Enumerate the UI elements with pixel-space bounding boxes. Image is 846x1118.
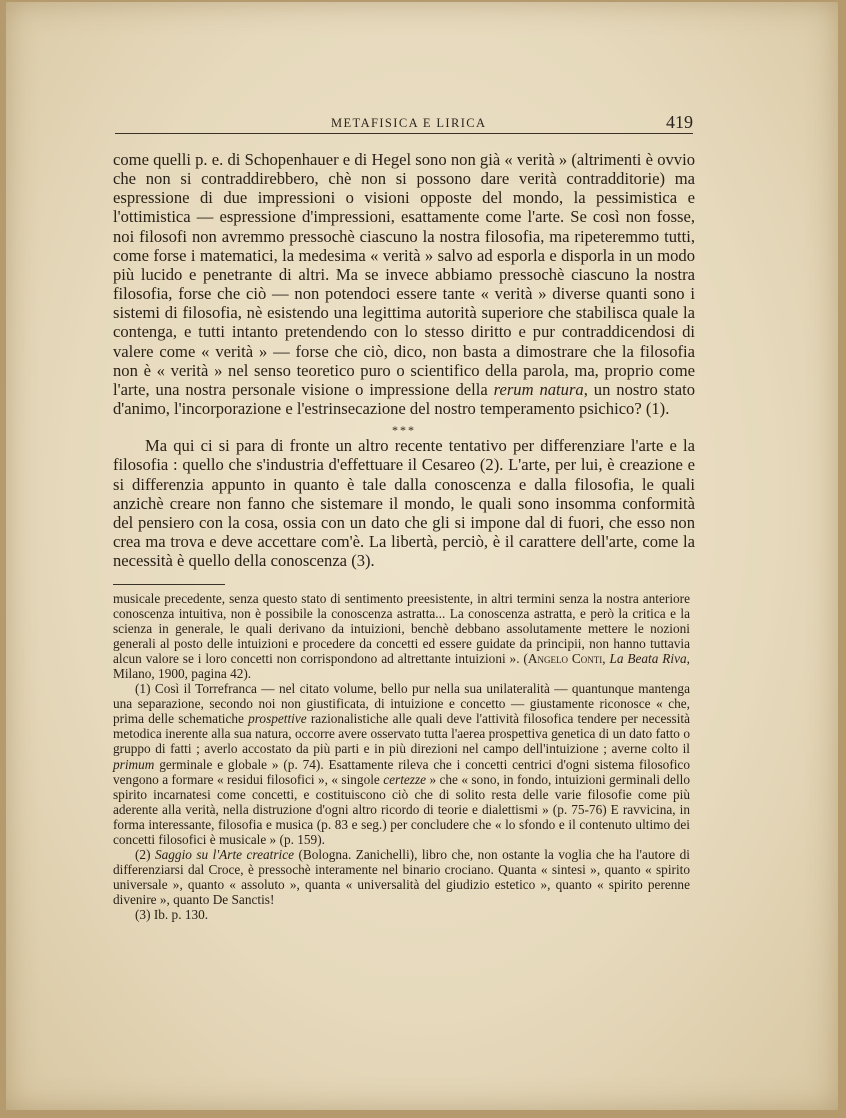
footnote-continuation: musicale precedente, senza questo stato di sentimento preesistente, in altri termini senza la nostra anteriore conoscenza intuitiva, non è possibile la conoscenza astratta... La conoscenza astratta, e però la critica e la scienza in generale, le quali derivano da intuizioni, benchè debbano assolutamente mettere le nozioni generali al posto delle intuizioni e procedere da concetti ed essere guidate da principii, non hanno tuttavia alcun valore se i loro concetti non corrispondono ad altrettante intuizioni ». (Angelo Conti, La Beata Riva, Milano, 1900, pagina 42). xyxy=(113,591,690,682)
footnote-rule xyxy=(113,584,225,585)
header-rule xyxy=(115,133,693,134)
section-separator: *** xyxy=(392,423,416,438)
footnote-3: (3) Ib. p. 130. xyxy=(135,906,209,922)
page-header xyxy=(113,112,693,138)
running-title: METAFISICA E LIRICA xyxy=(331,116,487,130)
footnotes xyxy=(113,591,690,922)
page-number: 419 xyxy=(666,112,693,132)
paragraph: Ma qui ci si para di fronte un altro recente tentativo per differenziare l'arte e la filosofia : quello che s'industria d'effettuare il Cesareo (2). L'arte, per lui, è creazione e si differenzia appunto in quanto è tale dalla conoscenza e dalla filosofia, le quali anzichè creare non fanno che sistemare il mondo, le quali sono insomma conformità del pensiero con la cosa, ossia con un dato che gli si impone dal di fuori, che esso non crea ma trova e deve accettare com'è. La libertà, perciò, è il carattere dell'arte, come la necessità è quello della conoscenza (3). xyxy=(113,436,695,571)
main-text xyxy=(113,150,695,570)
paragraph: come quelli p. e. di Schopenhauer e di Hegel sono non già « verità » (altrimenti è ovvio che non si contraddirebbero, chè non si possono dare verità contradditorie) ma espressione di due impressioni o visioni opposte del mondo, la pessimistica e l'ottimistica — espressione d'impressioni, esattamente come l'arte. Se così non fosse, noi filosofi non avremmo pressochè ciascuno la nostra filosofia, ma ripeteremmo tutti, come forse i matematici, la medesima « verità » salvo ad esporla e disporla in un modo più lucido e penetrante di altri. Ma se invece abbiamo pressochè ciascuno la nostra filosofia, forse che ciò — non potendoci essere tante « verità » diverse quanti sono i sistemi di filosofia, nè esistendo una legittima autorità superiore che stabilisca quale la contenga, e tutti intanto pretendendo con lo stesso diritto e pur contraddicendosi di valere come « verità » — forse che ciò, dico, non basta a dimostrare che la filosofia non è « verità » nel senso teoretico puro o scientifico della parola, ma, proprio come l'arte, una nostra personale visione o impressione della rerum natura, un nostro stato d'animo, l'incorporazione e l'estrinsecazione del nostro temperamento psichico? (1). xyxy=(113,150,695,419)
footnote-2: (2) Saggio su l'Arte creatrice (Bologna. Zanichelli), libro che, non ostante la voglia che ha l'autore di differenziarsi dal Croce, è pressochè interamente nel binario crociano. Quanta « sintesi », quanto « spirito universale », quanto « assoluto », quanta « universalità del giudizio estetico », quanto « spirito perenne divenire », quanto De Sanctis! xyxy=(113,846,690,907)
footnote-1: (1) Così il Torrefranca — nel citato volume, bello pur nella sua unilateralità — quantunque mantenga una separazione, secondo noi non giustificata, di intuizione e concetto — giustamente riconosce « che, prima delle schematiche prospettive razionalistiche alle quali deve l'attività filosofica tendere per necessità metodica inerente alla sua natura, occorre avere osservato tutta l'aerea prospettiva genetica di un dato fatto o gruppo di fatti ; averlo accostato da più parti e in più direzioni nel campo dell'intuizione ; averne colto il primum germinale e globale » (p. 74). Esattamente rileva che i concetti centrici d'ogni sistema filosofico vengono a formare « residui filosofici », « singole certezze » che « sono, in fondo, intuizioni germinali dello spirito incarnatesi come concetti, e costituiscono ciò che di solito resta delle varie filosofie come più aderente alla verità, nella distruzione d'ogni altro ricordo di teorie e dialettismi » (p. 75-76) E ravvicina, in forma interessante, filosofia e musica (p. 83 e seg.) per concludere che « lo sfondo e il contenuto ultimo dei concetti filosofici è musicale » (p. 159). xyxy=(113,681,690,847)
